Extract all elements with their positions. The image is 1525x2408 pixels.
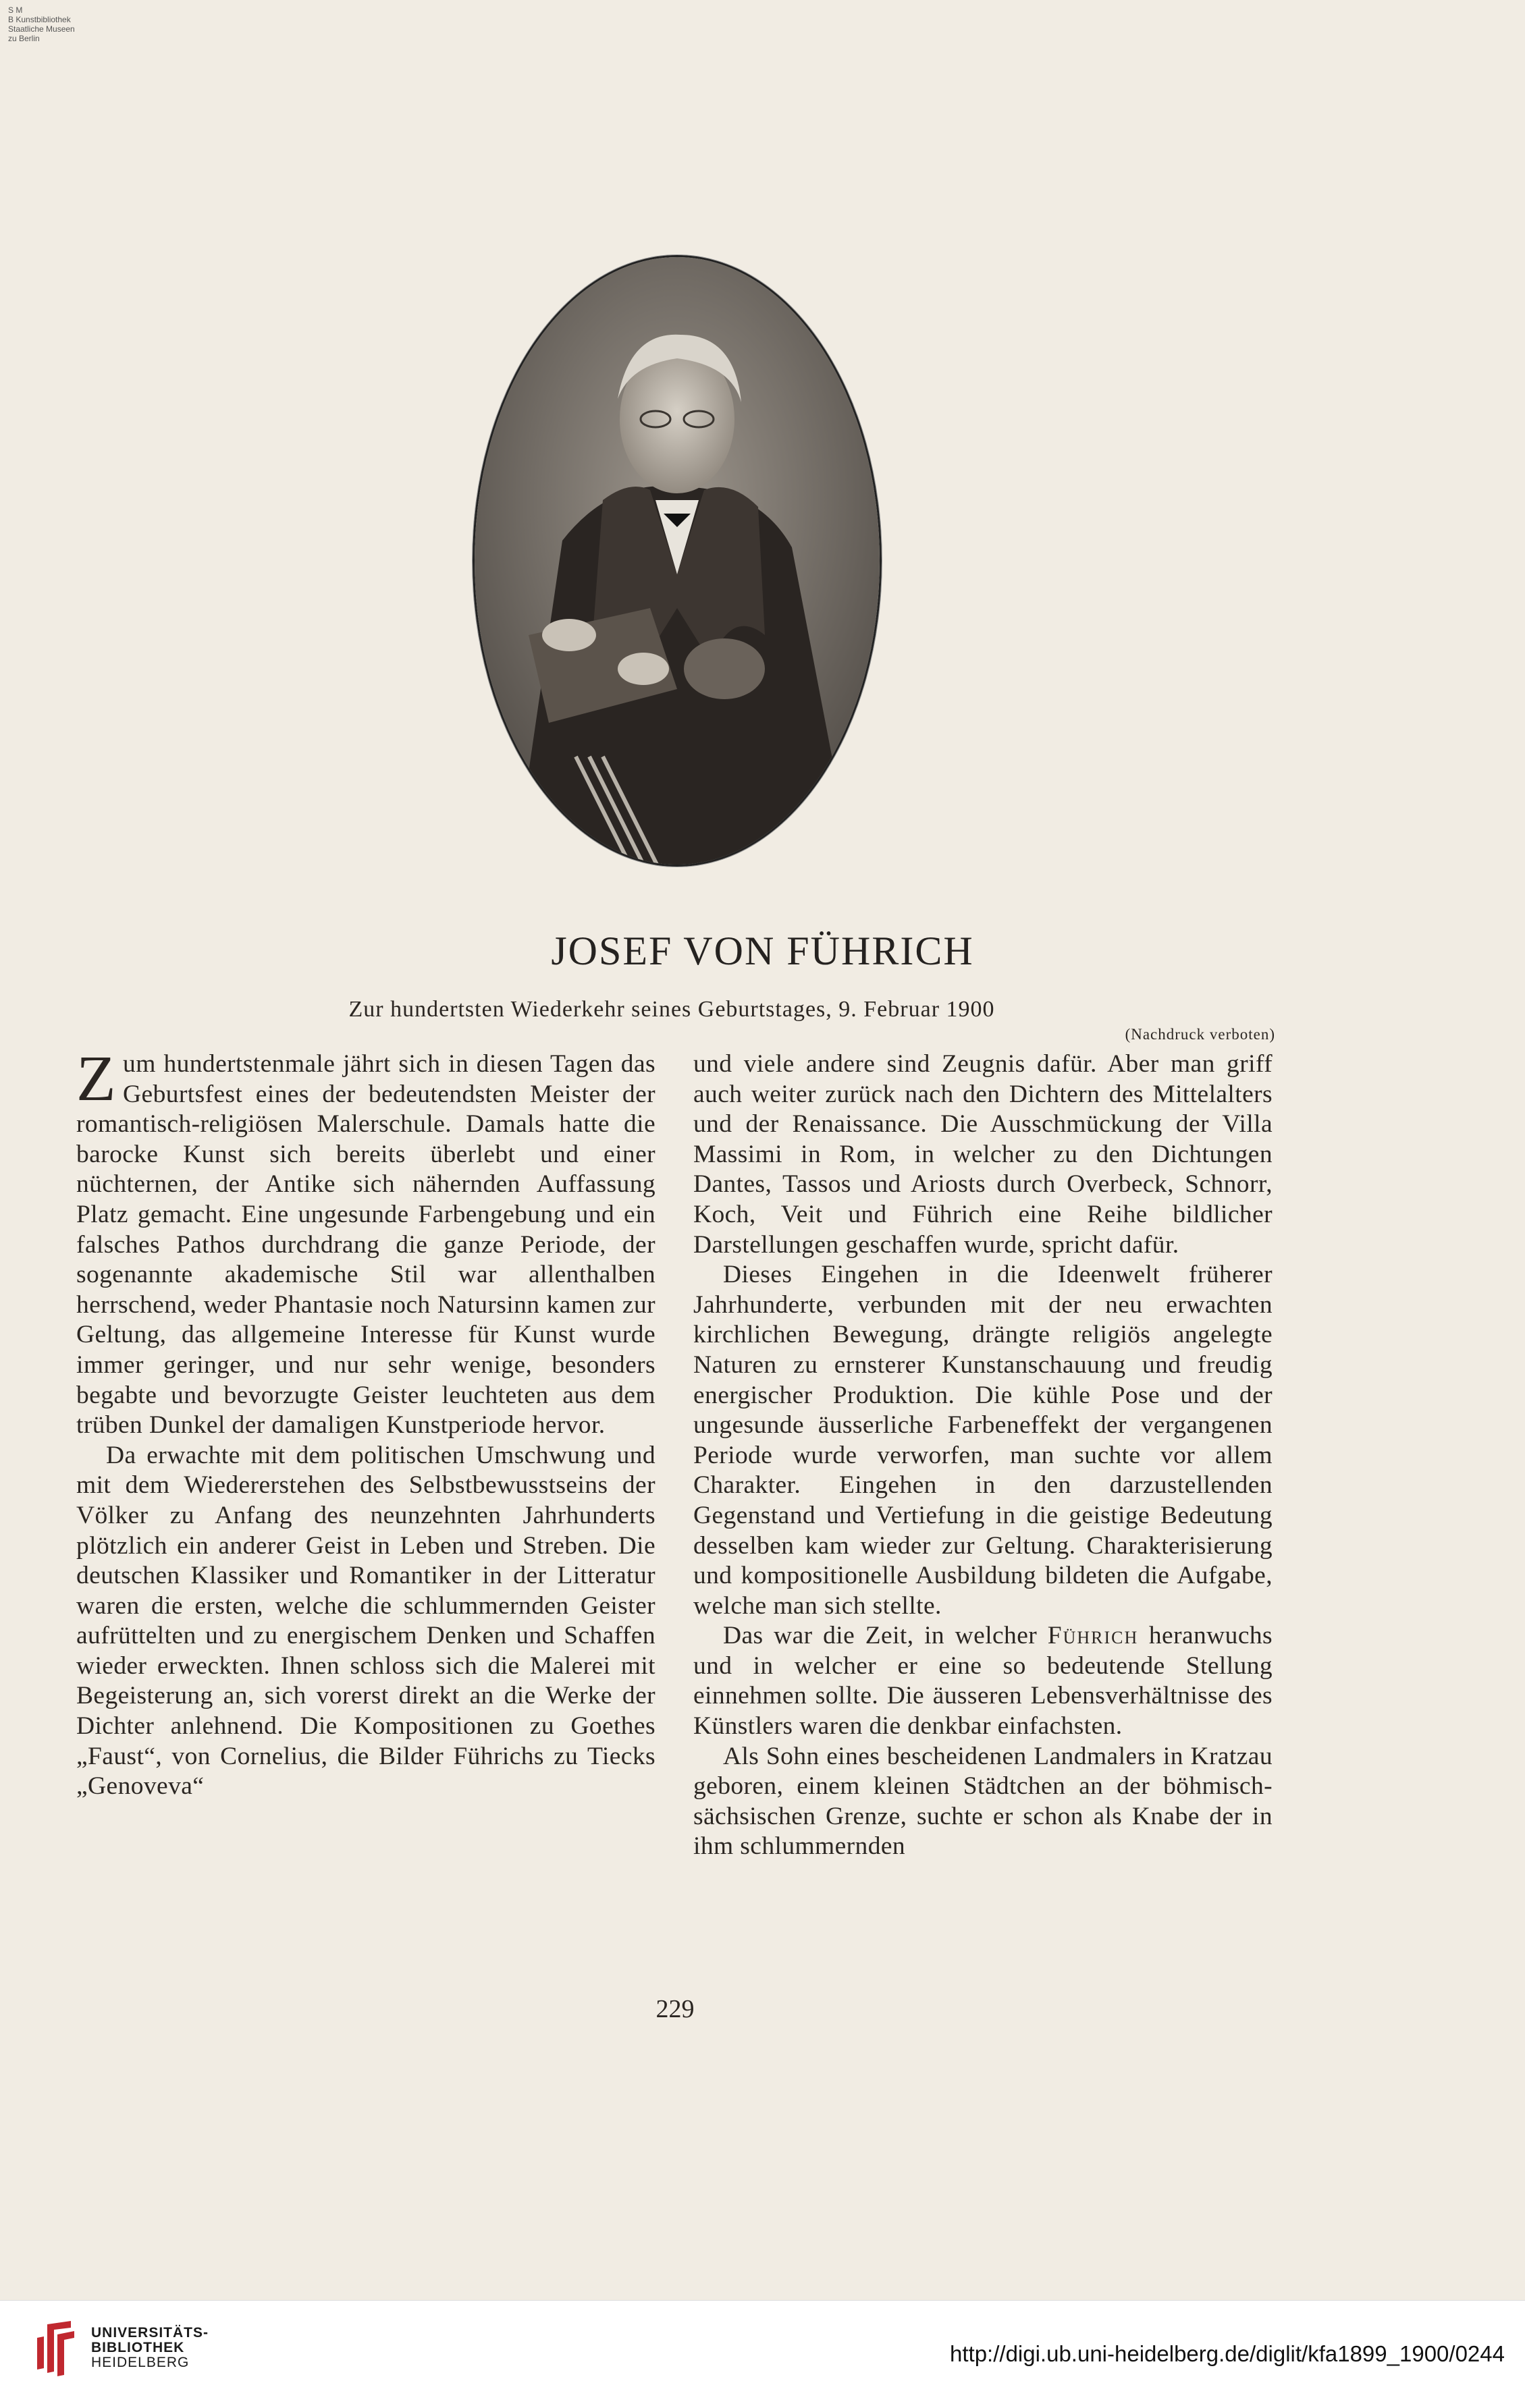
paragraph: Da erwachte mit dem politischen Umschwung und mit dem Wiedererstehen des Selbstbewusstseins der Völker zu Anfang des neunzehnten Jahrhunderts plötzlich ein anderer Geist in Leben und Streben. Die deutschen Klassiker und Romantiker in der Litteratur waren die ersten, welche die schlummernden Geister aufrüttelten und zu energischem Denken und Schaffen wieder erweckten. Ihnen schloss sich die Malerei mit Begeisterung an, sich vorerst direkt an die Werke der Dichter anlehnend. Die Kompositionen zu Goethes „Faust“, von Cornelius, die Bilder Führichs zu Tiecks „Genoveva“ <box>76 1441 656 1801</box>
permalink-url[interactable]: http://digi.ub.uni-heidelberg.de/diglit/kfa1899_1900/0244 <box>950 2341 1505 2366</box>
stamp-line: Staatliche Museen <box>8 24 75 34</box>
text-column-left <box>76 1042 656 1802</box>
paragraph <box>76 1042 656 1441</box>
article-subtitle: Zur hundertsten Wiederkehr seines Geburtstages, 9. Februar 1900 <box>348 997 995 1022</box>
artist-name: Führich <box>1047 1622 1139 1650</box>
digitization-footer <box>0 2300 1525 2408</box>
portrait-photo <box>473 255 882 867</box>
article-title: JOSEF VON FÜHRICH <box>551 929 974 973</box>
paragraph-text: Das war die Zeit, in welcher <box>723 1622 1038 1650</box>
library-name <box>91 2326 209 2370</box>
page-number: 229 <box>656 1995 695 2023</box>
stamp-line: S M <box>8 5 23 15</box>
paragraph: und viele andere sind Zeugnis dafür. Aber man griff auch weiter zurück nach den Dichtern des Mittelalters und der Renaissance. Die Ausschmückung der Villa Massimi in Rom, in welcher zu den Dichtungen Dantes, Tassos und Ariosts durch Overbeck, Schnorr, Koch, Veit und Führich eine Reihe bildlicher Darstellungen geschaffen wurde, spricht dafür. <box>693 1050 1273 1259</box>
paragraph-text: heranwuchs und in welcher er eine so bedeutende Stellung einnehmen sollte. Die äusseren Lebensverhältnisse des Künstlers waren die denkbar einfachsten. <box>693 1622 1273 1741</box>
library-name-line: BIBLIOTHEK <box>91 2340 185 2355</box>
paragraph-text: um hundertstenmale jährt sich in diesen Tagen das Geburtsfest eines der bedeutendsten Meister der romantisch-religiösen Malerschule. Damals hatte die barocke Kunst sich bereits überlebt und einer nüchternen, der Antike sich nähernden Auffassung Platz gemacht. Eine ungesunde Farbengebung und ein falsches Pathos durchdrang die ganze Periode, der sogenannte akademische Stil war allenthalben herrschend, weder Phantasie noch Natursinn kamen zur Geltung, das allgemeine Interesse für Kunst wurde immer geringer, und nur sehr wenige, besonders begabte und bevorzugte Geister leuchteten aus dem trüben Dunkel der damaligen Kunstperiode hervor. <box>76 1050 656 1440</box>
paragraph: Als Sohn eines bescheidenen Landmalers in Kratzau geboren, einem kleinen Städtchen an der böhmisch-sächsischen Grenze, suchte er schon als Knabe der in ihm schlummernden <box>693 1742 1273 1861</box>
portrait-illustration <box>475 257 880 865</box>
text-column-right <box>693 1049 1273 1862</box>
library-name-line: UNIVERSITÄTS- <box>91 2325 209 2341</box>
drop-cap: Z <box>76 1042 117 1114</box>
library-name-line: HEIDELBERG <box>91 2355 190 2370</box>
paragraph <box>693 1621 1273 1741</box>
paragraph: Dieses Eingehen in die Ideenwelt früherer Jahrhunderte, verbunden mit der neu erwachten kirchlichen Bewegung, drängte religiös angelegte Naturen zu ernsterer Kunstanschauung und freudig energischer Produktion. Die kühle Pose und der ungesunde äusserliche Farbeneffekt der vergangenen Periode wurde verworfen, man suchte vor allem Charakter. Eingehen in den darzustellenden Gegenstand und Vertiefung in die geistige Bedeutung desselben kam wieder zur Geltung. Charakterisierung und kompositionelle Ausbildung bildeten die Aufgabe, welche man sich stellte. <box>693 1261 1273 1620</box>
university-library-logo <box>34 2318 88 2378</box>
stamp-line: zu Berlin <box>8 34 40 43</box>
library-stamp <box>8 5 75 43</box>
copyright-note: (Nachdruck verboten) <box>1125 1026 1275 1043</box>
stamp-line: B Kunstbibliothek <box>8 15 71 24</box>
